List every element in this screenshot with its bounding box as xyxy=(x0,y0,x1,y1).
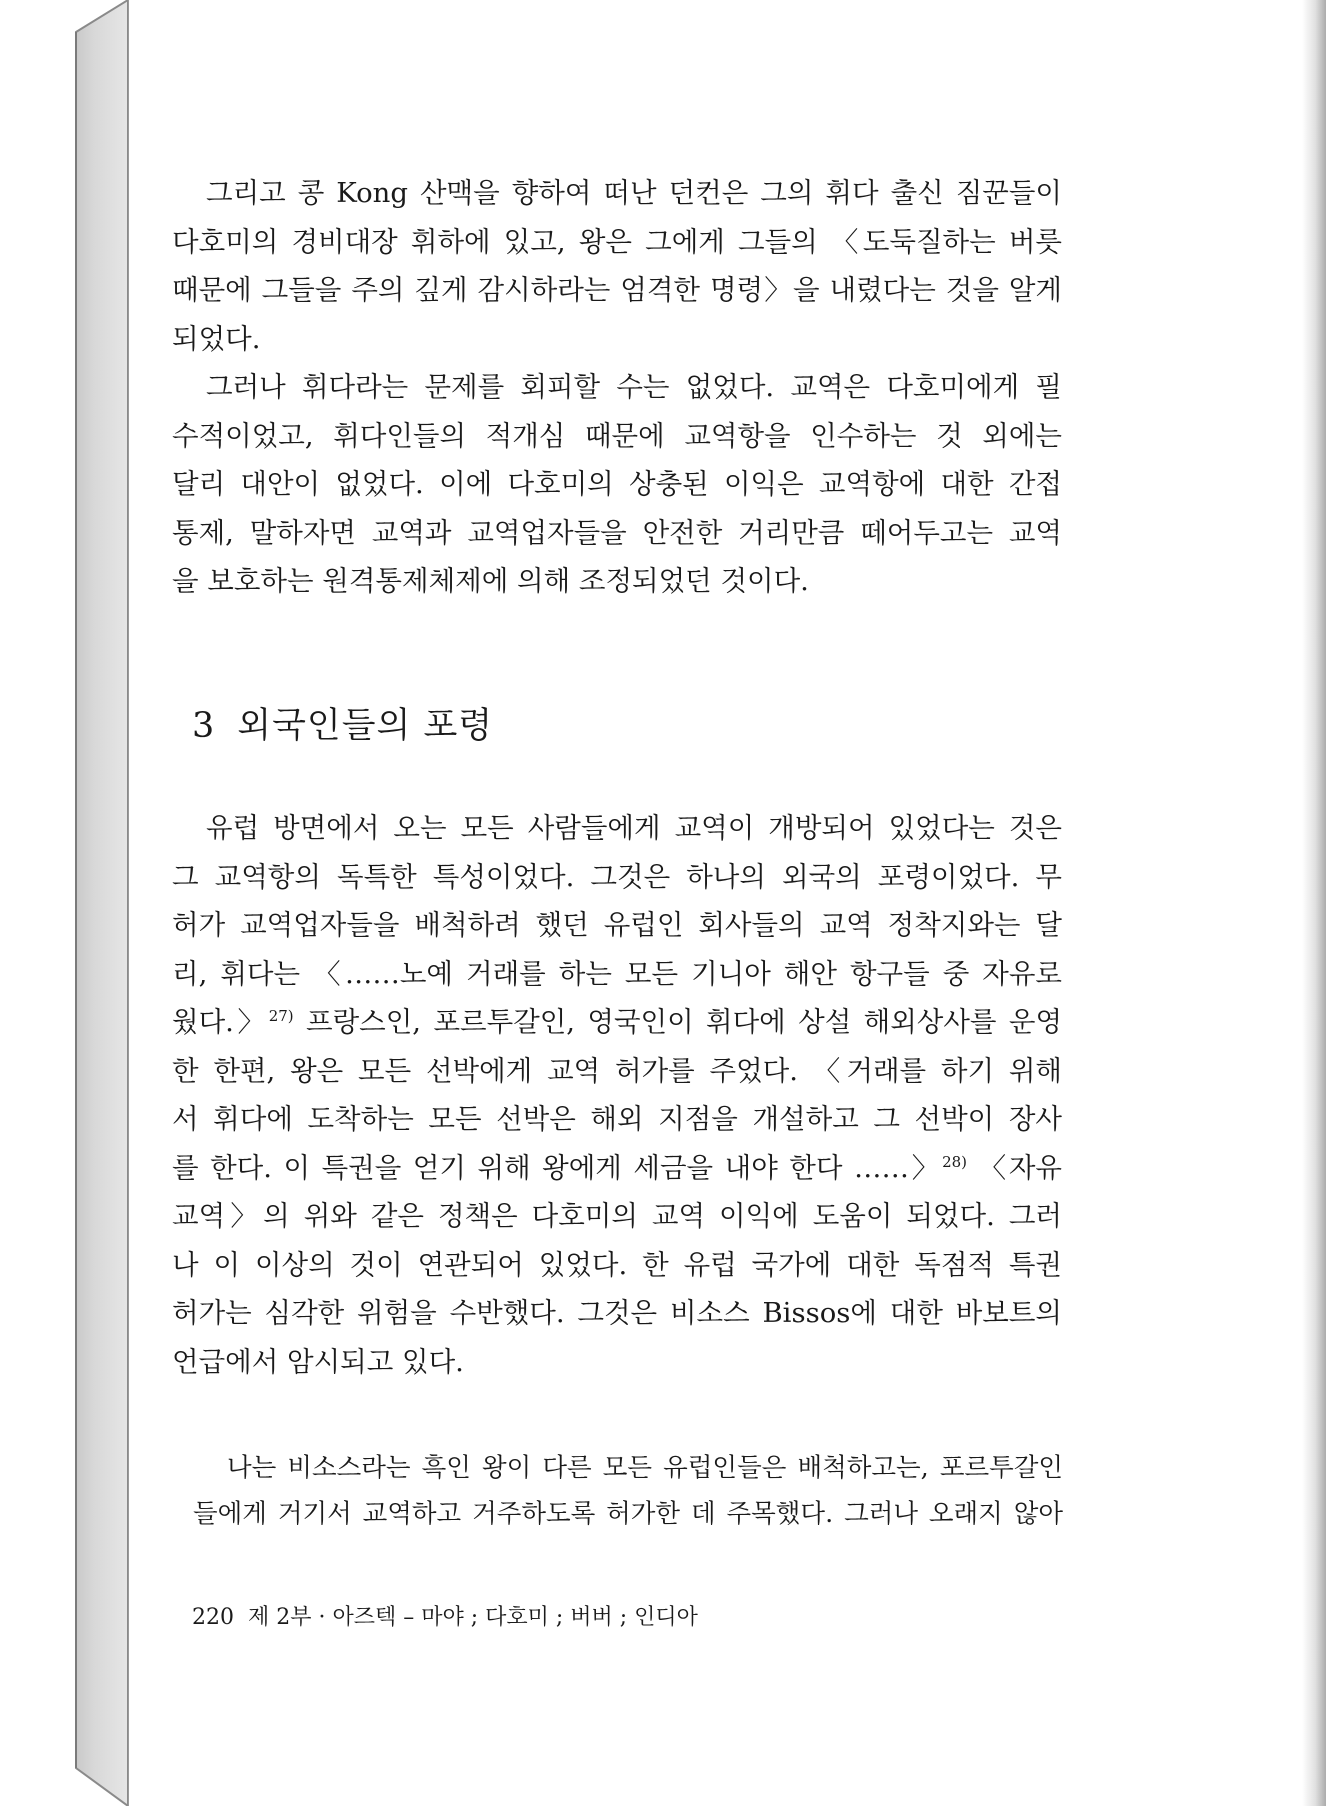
paragraph-2 xyxy=(172,363,1062,606)
text-line xyxy=(172,1144,1062,1193)
text-line: 을 보호하는 원격통제체제에 의해 조정되었던 것이다. xyxy=(172,565,809,597)
page-footer xyxy=(192,1600,698,1631)
text-line: 통제, 말하자면 교역과 교역업자들을 안전한 거리만큼 떼어두고는 교역 xyxy=(172,516,1062,549)
quote-line: 들에게 거기서 교역하고 거주하도록 허가한 데 주목했다. 그러나 오래지 않아 xyxy=(193,1499,1063,1529)
text-line: 리, 휘다는 〈……노예 거래를 하는 모든 기니아 해안 항구들 중 자유로 xyxy=(172,957,1062,990)
text-fragment: 를 한다. 이 특권을 얻기 위해 왕에게 세금을 내야 한다 ……〉 xyxy=(172,1151,943,1184)
text-line: 때문에 그들을 주의 깊게 감시하라는 엄격한 명령〉을 내렸다는 것을 알게 xyxy=(172,274,1062,306)
text-line: 허가 교역업자들을 배척하려 했던 유럽인 회사들의 교역 정착지와는 달 xyxy=(172,909,1062,941)
footnote-ref-27: 27) xyxy=(268,1006,294,1025)
text-line: 서 휘다에 도착하는 모든 선박은 해외 지점을 개설하고 그 선박이 장사 xyxy=(172,1103,1062,1135)
text-line xyxy=(172,998,1062,1047)
text-line: 교역〉의 위와 같은 정책은 다호미의 교역 이익에 도움이 되었다. 그러 xyxy=(172,1200,1062,1232)
text-line: 언급에서 암시되고 있다. xyxy=(172,1345,464,1378)
text-line: 나 이 이상의 것이 연관되어 있었다. 한 유럽 국가에 대한 독점적 특권 xyxy=(172,1248,1062,1281)
paragraph-1 xyxy=(172,169,1062,363)
section-heading xyxy=(192,698,493,748)
section-title: 외국인들의 포령 xyxy=(237,706,494,746)
text-line: 그리고 콩 Kong 산맥을 향하여 떠난 던컨은 그의 휘다 출신 짐꾼들이 xyxy=(206,177,1062,209)
text-line: 허가는 심각한 위험을 수반했다. 그것은 비소스 Bissos에 대한 바보트의 xyxy=(172,1297,1062,1329)
text-line: 유럽 방면에서 오는 모든 사람들에게 교역이 개방되어 있었다는 것은 xyxy=(206,812,1062,844)
page-edge-shadow xyxy=(1302,0,1326,1806)
text-line: 되었다. xyxy=(172,322,261,355)
text-line: 그 교역항의 독특한 특성이었다. 그것은 하나의 외국의 포령이었다. 무 xyxy=(172,860,1062,893)
page-number: 220 xyxy=(192,1605,234,1630)
text-line: 그러나 휘다라는 문제를 회피할 수는 없었다. 교역은 다호미에게 필 xyxy=(206,371,1062,403)
section-number: 3 xyxy=(192,706,216,746)
quote-line: 나는 비소스라는 흑인 왕이 다른 모든 유럽인들은 배척하고는, 포르투갈인 xyxy=(227,1453,1063,1483)
text-line: 다호미의 경비대장 휘하에 있고, 왕은 그에게 그들의 〈도둑질하는 버릇 xyxy=(172,225,1062,258)
text-line: 수적이었고, 휘다인들의 적개심 때문에 교역항을 인수하는 것 외에는 xyxy=(172,419,1062,452)
running-head: 제 2부 · 아즈텍 – 마야 ; 다호미 ; 버버 ; 인디아 xyxy=(248,1605,698,1630)
text-fragment: 웠다.〉 xyxy=(172,1006,269,1038)
text-fragment: 〈자유 xyxy=(978,1151,1062,1184)
text-line: 달리 대안이 없었다. 이에 다호미의 상충된 이익은 교역항에 대한 간접 xyxy=(172,468,1062,500)
text-line: 한 한편, 왕은 모든 선박에게 교역 허가를 주었다. 〈거래를 하기 위해 xyxy=(172,1054,1062,1087)
text-fragment: 프랑스인, 포르투갈인, 영국인이 휘다에 상설 해외상사를 운영 xyxy=(306,1006,1063,1038)
book-spine xyxy=(0,0,130,1806)
block-quote xyxy=(193,1445,1063,1537)
paragraph-3 xyxy=(172,804,1062,1386)
footnote-ref-28: 28) xyxy=(942,1152,968,1171)
